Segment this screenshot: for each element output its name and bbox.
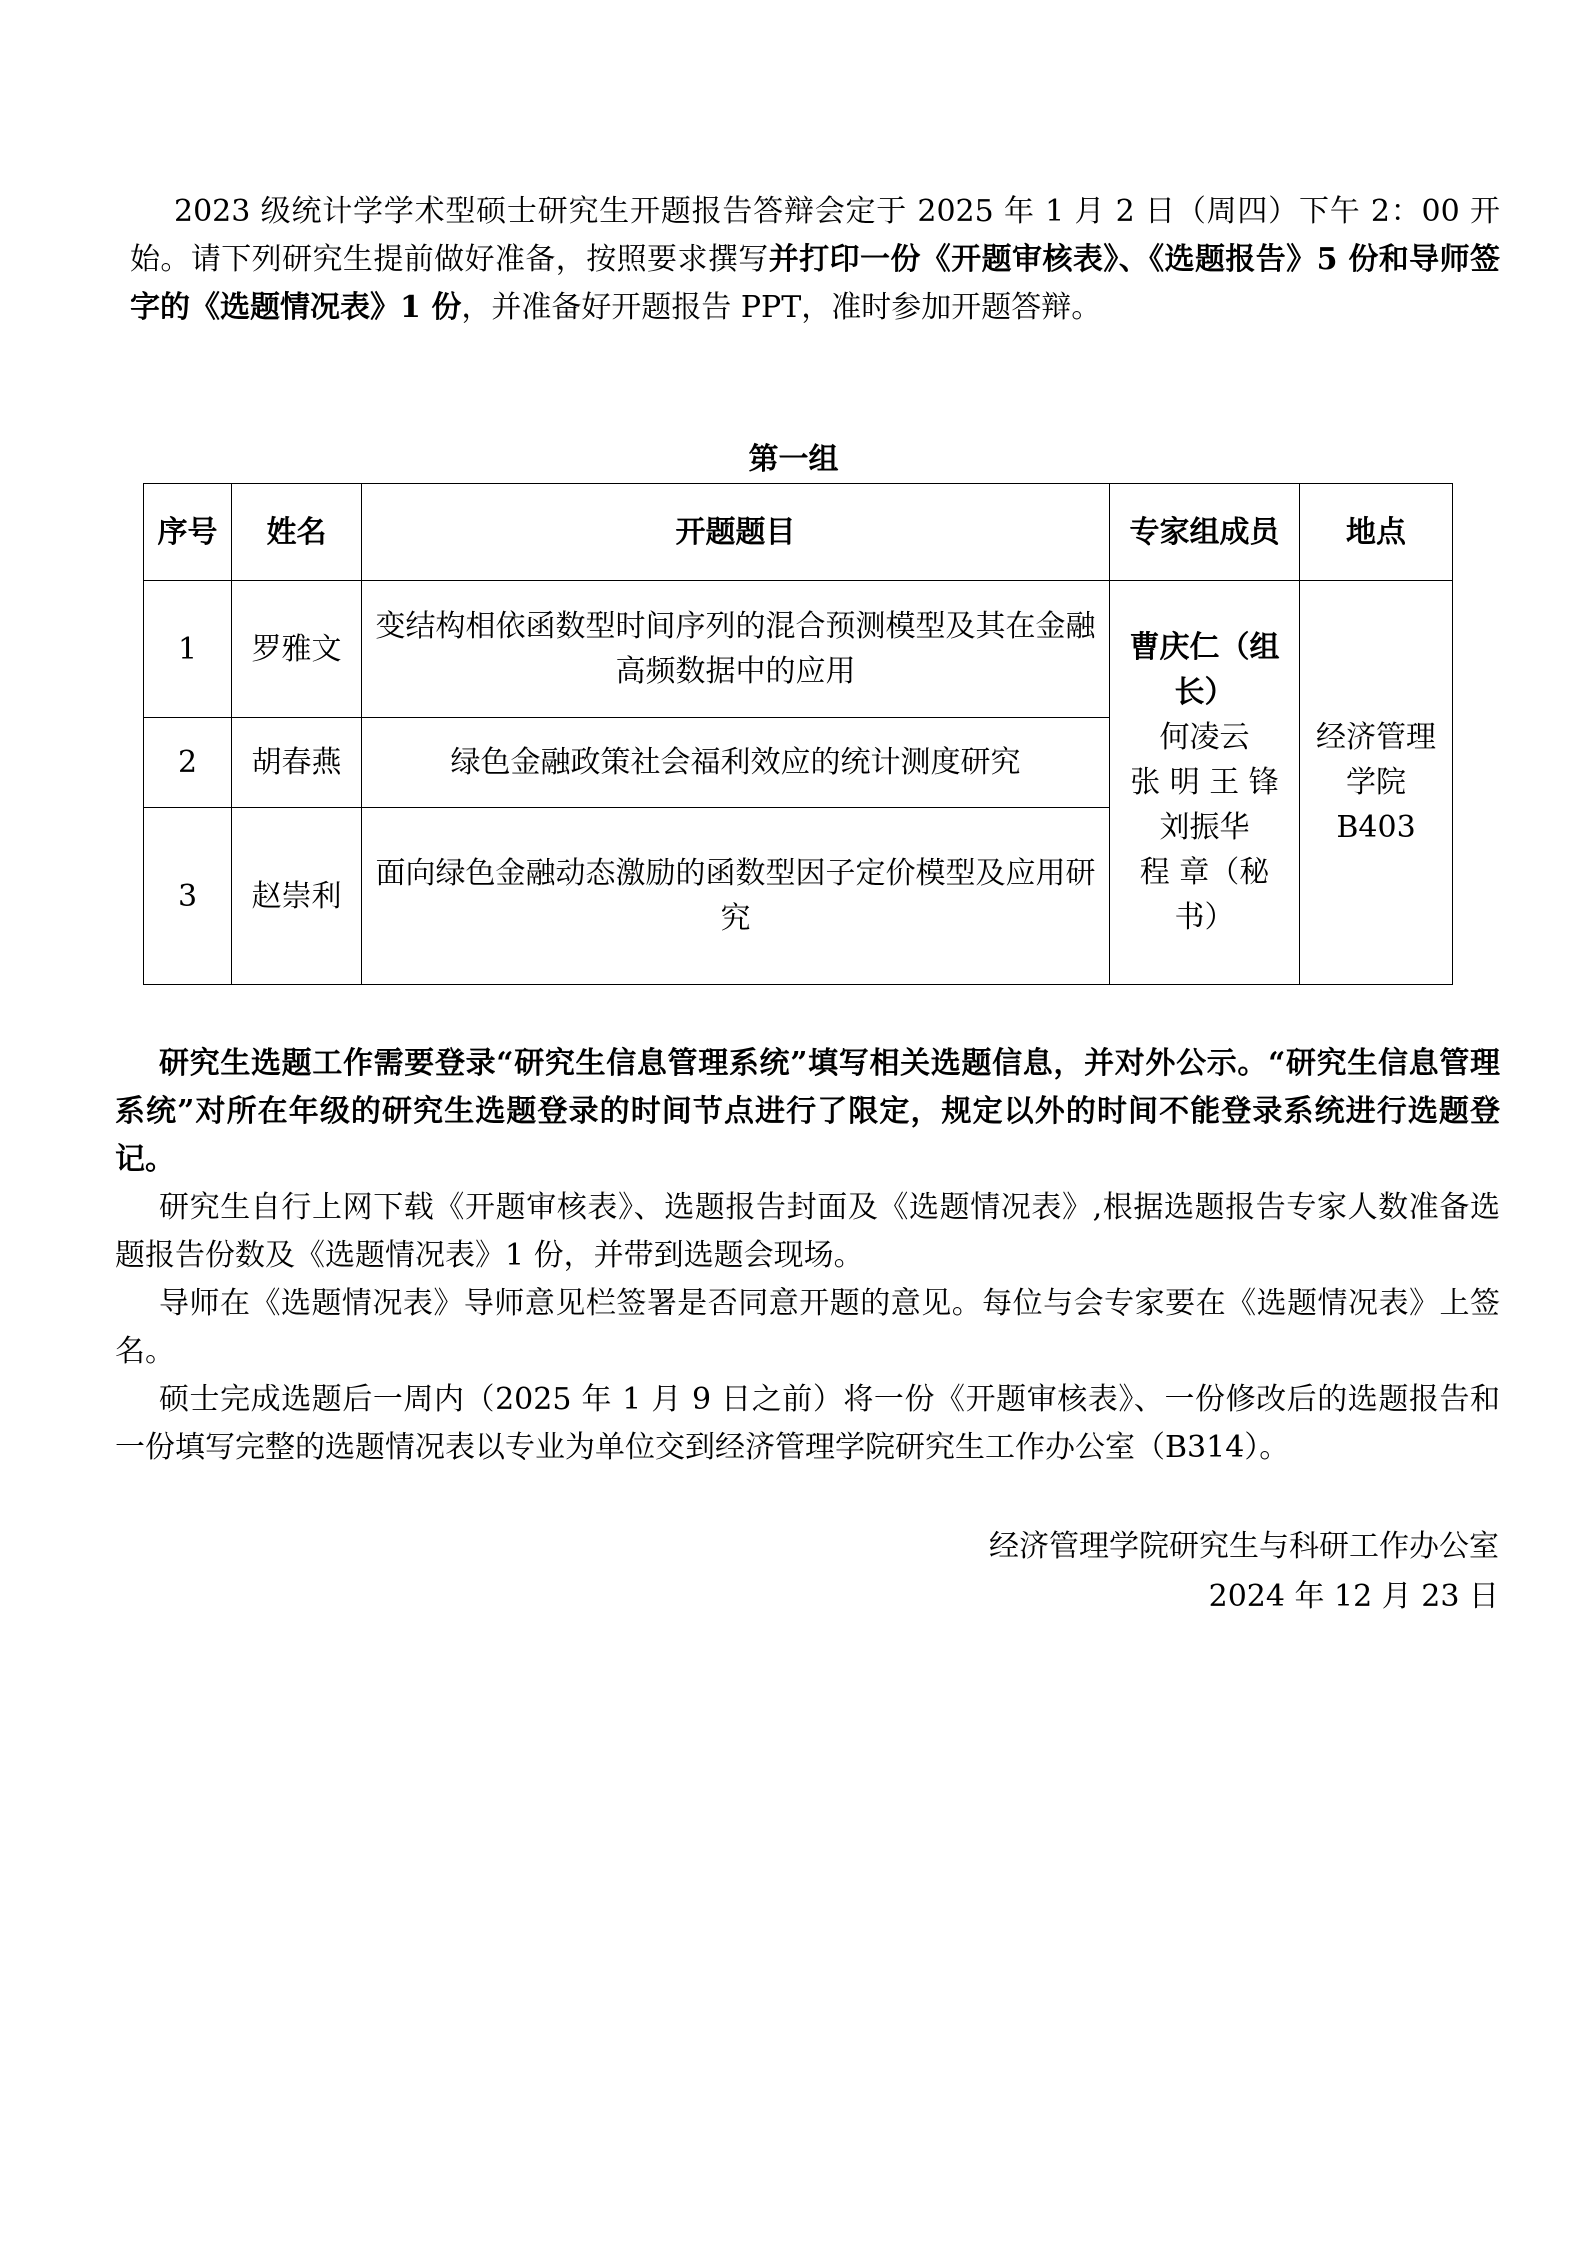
notice-section <box>115 1040 1500 1472</box>
expert-leader: 曹庆仁（组 长） <box>1129 630 1280 710</box>
header-name: 姓名 <box>232 484 362 581</box>
signature-date: 2024 年 12 月 23 日 <box>1208 1579 1499 1614</box>
experts-cell <box>1110 581 1300 985</box>
expert-member: 张 明 王 锋 <box>1130 765 1279 800</box>
row-topic: 变结构相依函数型时间序列的混合预测模型及其在金融高频数据中的应用 <box>362 581 1110 718</box>
intro-text-bold: 并打印一份《开题审核表》、《选题报告》5 份和导师签字的《选题情况表》1 份 <box>130 242 1500 325</box>
intro-paragraph <box>130 188 1500 332</box>
table-row <box>144 581 1453 718</box>
group-title: 第一组 <box>748 442 839 477</box>
row-topic: 绿色金融政策社会福利效应的统计测度研究 <box>362 718 1110 808</box>
location-cell: 经济管理学院 B403 <box>1300 581 1453 985</box>
intro-text-2: ，并准备好开题报告 PPT，准时参加开题答辩。 <box>461 290 1102 325</box>
row-seq: 1 <box>144 581 232 718</box>
notice-paragraph-download: 研究生自行上网下载《开题审核表》、选题报告封面及《选题情况表》,根据选题报告专家人数准备选题报告份数及《选题情况表》1 份，并带到选题会现场。 <box>115 1190 1500 1273</box>
row-name: 赵崇利 <box>232 808 362 985</box>
signature-office: 经济管理学院研究生与科研工作办公室 <box>989 1529 1499 1564</box>
expert-member: 何凌云 <box>1159 720 1250 755</box>
row-topic: 面向绿色金融动态激励的函数型因子定价模型及应用研究 <box>362 808 1110 985</box>
row-seq: 2 <box>144 718 232 808</box>
expert-secretary: 程 章（秘书） <box>1139 855 1270 935</box>
notice-paragraph-advisor: 导师在《选题情况表》导师意见栏签署是否同意开题的意见。每位与会专家要在《选题情况表》上签名。 <box>115 1286 1500 1369</box>
notice-paragraph-system: 研究生选题工作需要登录“研究生信息管理系统”填写相关选题信息，并对外公示。“研究生信息管理系统”对所在年级的研究生选题登录的时间节点进行了限定，规定以外的时间不能登录系统进行选题登记。 <box>115 1046 1500 1177</box>
notice-paragraph-submission: 硕士完成选题后一周内（2025 年 1 月 9 日之前）将一份《开题审核表》、一份修改后的选题报告和一份填写完整的选题情况表以专业为单位交到经济管理学院研究生工作办公室（B314）。 <box>115 1382 1500 1465</box>
header-topic: 开题题目 <box>362 484 1110 581</box>
signature-block <box>989 1522 1499 1622</box>
intro-text-1: 2023 级统计学学术型硕士研究生开题报告答辩会定于 2025 年 1 月 2 日（周四）下午 2：00 开始。请下列研究生提前做好准备，按照要求撰写 <box>130 194 1500 277</box>
expert-member: 刘振华 <box>1159 810 1250 845</box>
header-location: 地点 <box>1300 484 1453 581</box>
row-name: 罗雅文 <box>232 581 362 718</box>
table-header-row <box>144 484 1453 581</box>
row-name: 胡春燕 <box>232 718 362 808</box>
header-seq: 序号 <box>144 484 232 581</box>
defense-schedule-table <box>143 483 1453 985</box>
row-seq: 3 <box>144 808 232 985</box>
header-experts: 专家组成员 <box>1110 484 1300 581</box>
